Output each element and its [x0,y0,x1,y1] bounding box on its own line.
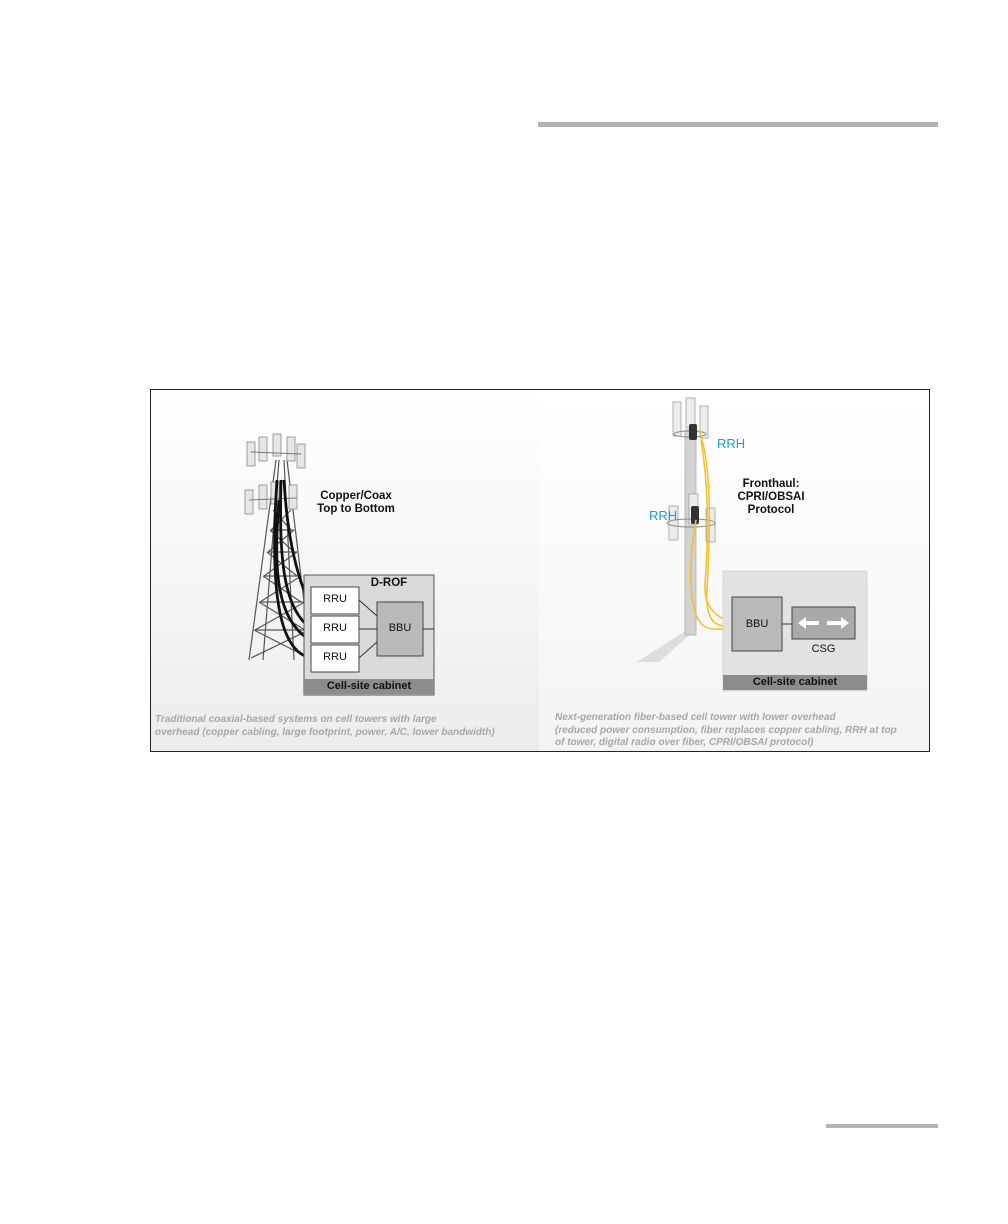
copper-coax-label [311,490,401,516]
rru-box-3: RRU [323,651,347,663]
bbu-box-left: BBU [388,622,412,634]
rrh-mid-label: RRH [649,508,678,523]
fronthaul-label [731,478,811,517]
rru-box-1: RRU [323,593,347,605]
right-cabinet-label: Cell-site cabinet [723,675,867,690]
right-caption [555,712,897,750]
csg-label: CSG [811,643,836,655]
traditional-panel [151,390,539,751]
copper-label-line1: Copper/Coax [320,490,392,502]
drof-label: D-ROF [370,577,408,589]
traditional-tower-drawing [151,390,539,752]
header-rule [538,122,938,127]
right-caption-line1: Next-generation fiber-based cell tower with lower overhead [555,712,836,723]
fronthaul-line2: CPRI/OBSAI [737,491,805,503]
rrh-top-label: RRH [717,436,746,451]
cell-tower-comparison-figure [150,389,930,752]
next-gen-panel [539,390,929,751]
rru-box-2: RRU [323,622,347,634]
left-caption [155,714,495,739]
fronthaul-line3: Protocol [747,504,795,516]
footer-rule [826,1124,938,1128]
fronthaul-line1: Fronthaul: [742,478,800,490]
left-caption-line2: overhead (copper cabling, large footprint, power, A/C, lower bandwidth) [155,726,495,738]
left-caption-line1: Traditional coaxial-based systems on cell towers with large [155,714,437,725]
right-caption-line3: of tower, digital radio over fiber, CPRI/OBSAI protocol) [555,737,814,748]
copper-label-line2: Top to Bottom [317,503,395,515]
left-cabinet-label: Cell-site cabinet [304,679,434,694]
right-caption-line2: (reduced power consumption, fiber replaces copper cabling, RRH at top [555,724,897,736]
bbu-box-right: BBU [745,618,769,630]
